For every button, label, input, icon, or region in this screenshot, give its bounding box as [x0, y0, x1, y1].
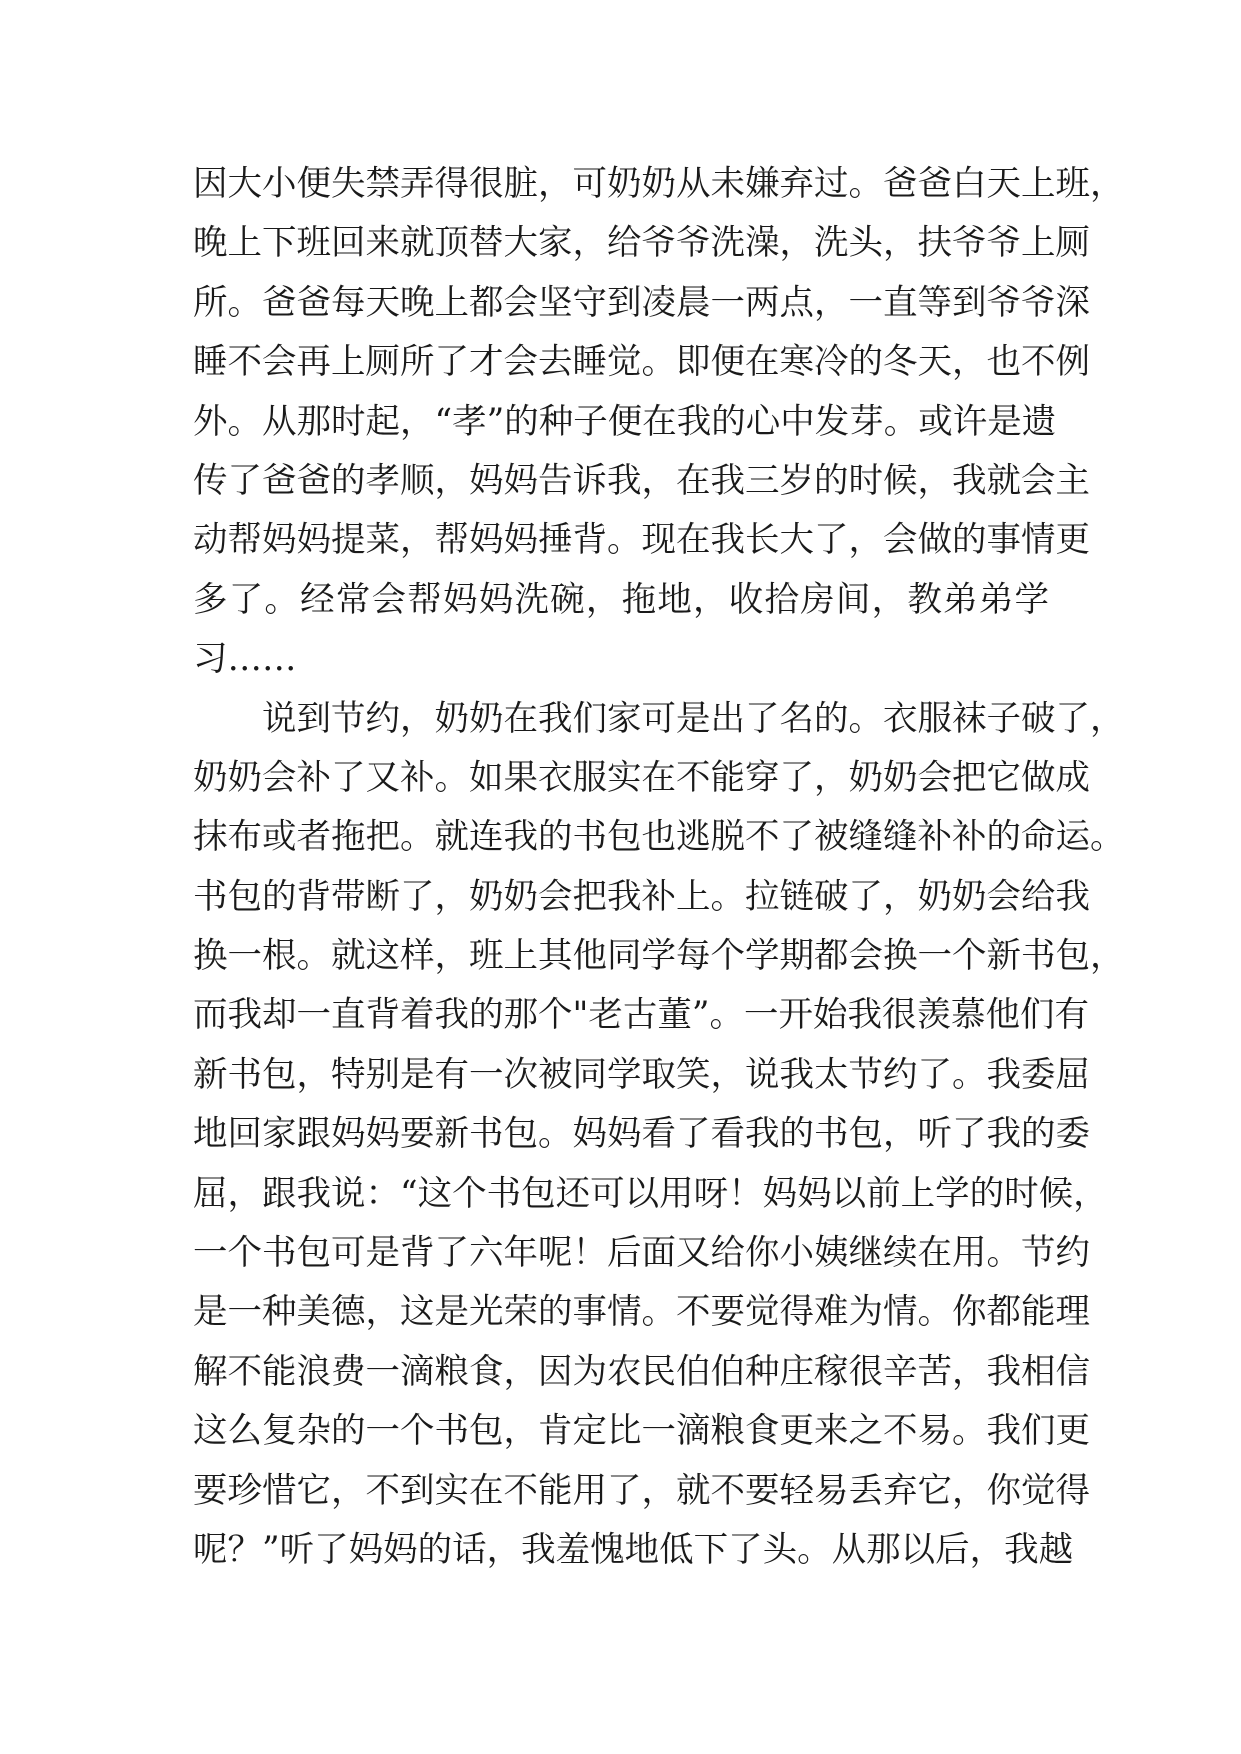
- text-line: 奶奶会补了又补。如果衣服实在不能穿了，奶奶会把它做成: [193, 757, 1090, 798]
- text-line: 晚上下班回来就顶替大家，给爷爷洗澡，洗头，扶爷爷上厕: [193, 223, 1090, 264]
- body-text: [193, 155, 1125, 1580]
- text-line: 解不能浪费一滴粮食，因为农民伯伯种庄稼很辛苦，我相信: [193, 1351, 1090, 1392]
- paragraph-start-line: 说到节约，奶奶在我们家可是出了名的。衣服袜子破了，: [262, 698, 1125, 739]
- text-line: 习……: [193, 639, 297, 680]
- text-line: 所。爸爸每天晚上都会坚守到凌晨一两点，一直等到爷爷深: [193, 282, 1090, 323]
- text-line: 因大小便失禁弄得很脏，可奶奶从未嫌弃过。爸爸白天上班，: [193, 164, 1125, 204]
- text-line: 换一根。就这样，班上其他同学每个学期都会换一个新书包，: [193, 936, 1125, 977]
- text-line: 抹布或者拖把。就连我的书包也逃脱不了被缝缝补补的命运。: [193, 817, 1125, 858]
- text-line: 屈，跟我说：“这个书包还可以用呀！妈妈以前上学的时候，: [193, 1173, 1108, 1214]
- text-line: 新书包，特别是有一次被同学取笑，说我太节约了。我委屈: [193, 1054, 1090, 1095]
- text-line: 要珍惜它，不到实在不能用了，就不要轻易丢弃它，你觉得: [193, 1470, 1090, 1511]
- text-line: 是一种美德，这是光荣的事情。不要觉得难为情。你都能理: [193, 1292, 1090, 1333]
- text-line: 而我却一直背着我的那个"老古董”。一开始我很羡慕他们有: [193, 995, 1090, 1036]
- text-line: 书包的背带断了，奶奶会把我补上。拉链破了，奶奶会给我: [193, 876, 1090, 917]
- text-line: 呢？”听了妈妈的话，我羞愧地低下了头。从那以后，我越: [193, 1529, 1074, 1570]
- text-line: 地回家跟妈妈要新书包。妈妈看了看我的书包，听了我的委: [193, 1114, 1090, 1155]
- text-line: 多了。经常会帮妈妈洗碗，拖地，收拾房间，教弟弟学: [193, 579, 1049, 620]
- text-line: 动帮妈妈提菜，帮妈妈捶背。现在我长大了，会做的事情更: [193, 520, 1090, 561]
- text-line: 外。从那时起，“孝”的种子便在我的心中发芽。或许是遗: [193, 401, 1057, 442]
- text-line: 睡不会再上厕所了才会去睡觉。即便在寒冷的冬天，也不例: [193, 342, 1090, 383]
- text-line: 一个书包可是背了六年呢！后面又给你小姨继续在用。节约: [193, 1233, 1090, 1274]
- text-line: 这么复杂的一个书包，肯定比一滴粮食更来之不易。我们更: [193, 1411, 1090, 1452]
- text-line: 传了爸爸的孝顺，妈妈告诉我，在我三岁的时候，我就会主: [193, 460, 1090, 501]
